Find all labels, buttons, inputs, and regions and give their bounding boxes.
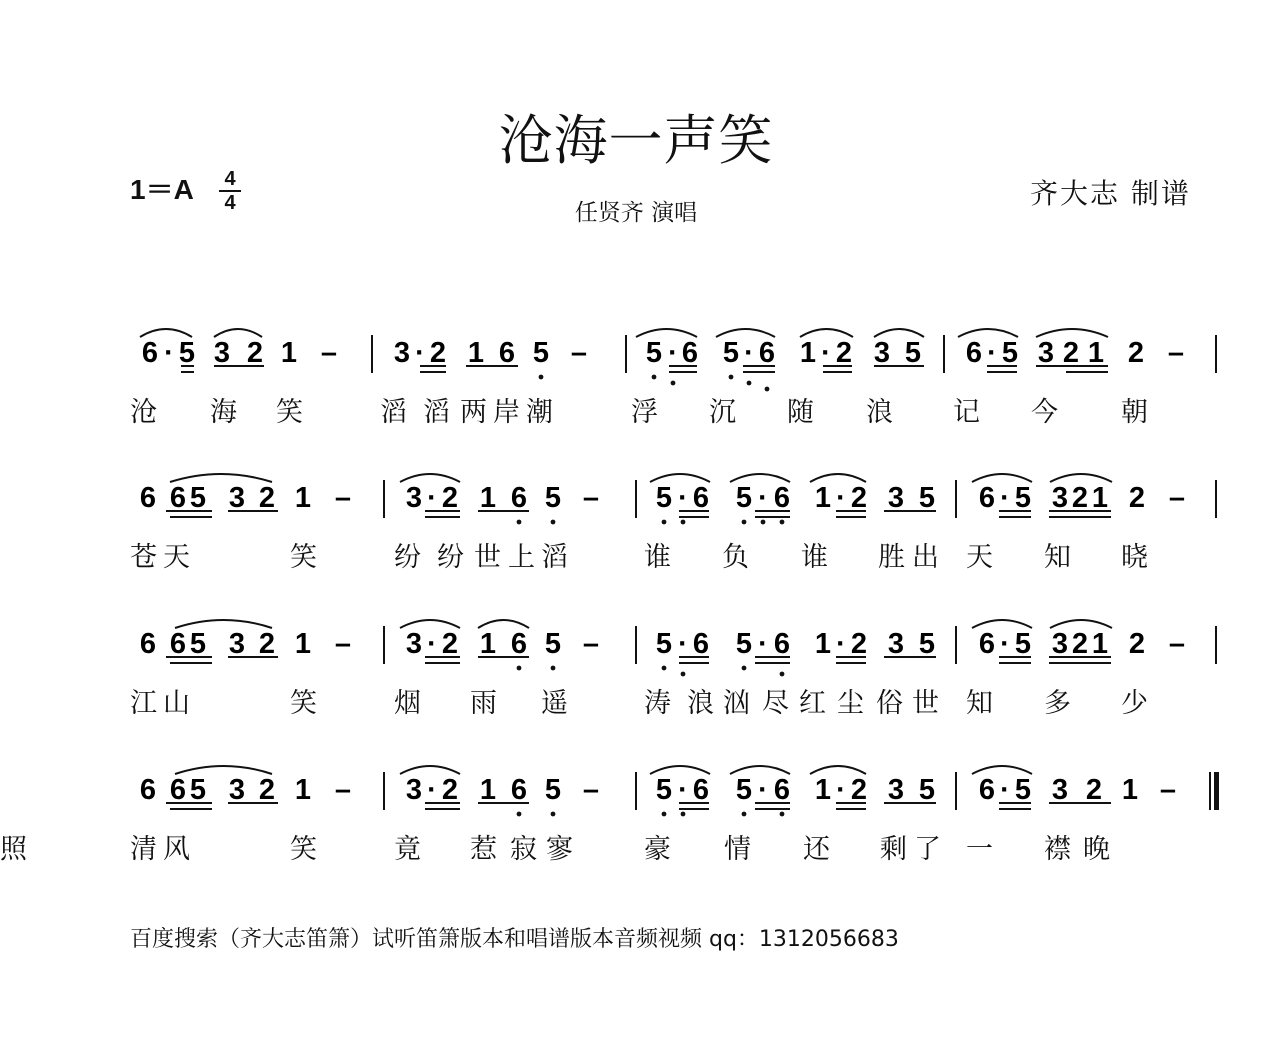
augmentation-dot: · [1000, 482, 1010, 514]
note: 1 [1087, 337, 1105, 369]
lyric-char: 尽 [762, 688, 789, 719]
note: 3 [873, 337, 891, 369]
note: 1 [1091, 482, 1109, 514]
low-octave-dot [765, 387, 770, 392]
note: 3 [1051, 482, 1069, 514]
lyric-char: 知 [1044, 542, 1071, 573]
note: 6 [758, 337, 776, 369]
note: 5 [544, 628, 562, 660]
lyric-char: 汹 [723, 688, 750, 719]
dash-extension: – [1159, 774, 1177, 806]
note: 2 [1128, 628, 1146, 660]
low-octave-dot [761, 520, 766, 525]
note: 5 [1014, 628, 1032, 660]
low-octave-dot [780, 672, 785, 677]
augmentation-dot: · [678, 774, 688, 806]
lyric-char: 滔 [380, 397, 407, 428]
note: 1 [1121, 774, 1139, 806]
lyric-char: 笑 [290, 688, 317, 719]
slur [478, 620, 529, 628]
slur [972, 766, 1032, 774]
augmentation-dot: · [678, 482, 688, 514]
dash-extension: – [582, 774, 600, 806]
note: 2 [850, 482, 868, 514]
lyric-char: 纷 [394, 542, 421, 573]
augmentation-dot: · [668, 337, 678, 369]
note: 2 [1127, 337, 1145, 369]
note: 3 [1051, 774, 1069, 806]
dash-extension: – [582, 628, 600, 660]
note: 5 [532, 337, 550, 369]
note: 6 [773, 628, 791, 660]
lyric-char: 涛 [644, 688, 671, 719]
note: 3 [213, 337, 231, 369]
augmentation-dot: · [415, 337, 425, 369]
slur [972, 620, 1032, 628]
score-line [0, 480, 1272, 610]
note: 2 [850, 628, 868, 660]
note: 1 [479, 628, 497, 660]
note: 6 [978, 774, 996, 806]
note: 2 [258, 628, 276, 660]
note: 1 [467, 337, 485, 369]
lyric-char: 晚 [1083, 834, 1110, 865]
dash-extension: – [334, 628, 352, 660]
slur [810, 474, 866, 482]
slur [800, 329, 853, 337]
slur [730, 474, 790, 482]
low-octave-dot [551, 666, 556, 671]
augmentation-dot: · [427, 628, 437, 660]
low-octave-dot [742, 812, 747, 817]
lyric-char: 苍 [130, 542, 157, 573]
lyric-char: 豪 [644, 834, 671, 865]
note: 1 [280, 337, 298, 369]
note: 5 [189, 482, 207, 514]
note: 5 [735, 482, 753, 514]
arranger-credit: 齐大志 制谱 [1030, 177, 1191, 210]
note: 5 [655, 628, 673, 660]
note: 6 [692, 628, 710, 660]
augmentation-dot: · [987, 337, 997, 369]
note: 5 [735, 628, 753, 660]
note: 6 [169, 482, 187, 514]
note: 5 [918, 482, 936, 514]
low-octave-dot [747, 381, 752, 386]
lyric-char: 俗 [876, 688, 903, 719]
augmentation-dot: · [164, 337, 174, 369]
dash-extension: – [582, 482, 600, 514]
low-octave-dot [671, 381, 676, 386]
dash-extension: – [1167, 337, 1185, 369]
note: 6 [510, 774, 528, 806]
lyric-char: 沧 [130, 397, 157, 428]
score-line [0, 772, 1272, 902]
note: 5 [735, 774, 753, 806]
slur [1050, 474, 1112, 482]
note: 5 [189, 628, 207, 660]
lyric-char: 负 [722, 542, 749, 573]
note: 5 [918, 628, 936, 660]
low-octave-dot [681, 812, 686, 817]
lyric-char: 海 [210, 397, 237, 428]
note: 5 [655, 774, 673, 806]
note: 2 [850, 774, 868, 806]
slur [636, 329, 697, 337]
time-signature-denominator: 4 [224, 192, 236, 214]
note: 2 [441, 482, 459, 514]
note: 6 [978, 482, 996, 514]
note: 5 [544, 482, 562, 514]
slur [140, 329, 192, 337]
note: 3 [405, 628, 423, 660]
lyric-char: 还 [803, 834, 830, 865]
slur [170, 474, 272, 482]
dash-extension: – [1168, 482, 1186, 514]
note: 3 [228, 628, 246, 660]
augmentation-dot: · [836, 774, 846, 806]
score-line [0, 335, 1272, 465]
note: 6 [139, 482, 157, 514]
lyric-char: 纷 [437, 542, 464, 573]
augmentation-dot: · [836, 482, 846, 514]
note: 2 [1071, 482, 1089, 514]
key-signature: 1＝A [130, 174, 194, 205]
augmentation-dot: · [758, 774, 768, 806]
lyric-char: 潮 [526, 397, 553, 428]
lyric-char: 寂 [510, 834, 537, 865]
note: 2 [429, 337, 447, 369]
note: 1 [814, 482, 832, 514]
dash-extension: – [320, 337, 338, 369]
low-octave-dot [742, 666, 747, 671]
note: 2 [441, 628, 459, 660]
low-octave-dot [551, 812, 556, 817]
augmentation-dot: · [821, 337, 831, 369]
lyric-char: 风 [163, 834, 190, 865]
note: 6 [510, 482, 528, 514]
note: 6 [965, 337, 983, 369]
augmentation-dot: · [758, 628, 768, 660]
note: 6 [510, 628, 528, 660]
augmentation-dot: · [1000, 628, 1010, 660]
note: 5 [645, 337, 663, 369]
note: 6 [692, 774, 710, 806]
singer-credit: 任贤齐 演唱 [574, 200, 698, 226]
notation-line-svg [0, 626, 1272, 686]
low-octave-dot [652, 375, 657, 380]
note: 6 [141, 337, 159, 369]
lyric-char: 胜 [878, 542, 905, 573]
lyric-char: 随 [787, 397, 814, 428]
note: 6 [139, 774, 157, 806]
slur [400, 620, 460, 628]
lyric-char: 少 [1121, 688, 1148, 719]
note: 1 [479, 482, 497, 514]
dash-extension: – [570, 337, 588, 369]
low-octave-dot [662, 666, 667, 671]
note: 2 [835, 337, 853, 369]
slur [810, 766, 866, 774]
lyric-char: 尘 [837, 688, 864, 719]
dash-extension: – [1168, 628, 1186, 660]
note: 3 [228, 774, 246, 806]
augmentation-dot: · [678, 628, 688, 660]
slur [716, 329, 775, 337]
lyric-char: 浪 [687, 688, 714, 719]
low-octave-dot [681, 672, 686, 677]
lyric-char: 世 [912, 688, 939, 719]
note: 3 [887, 628, 905, 660]
lyric-char: 多 [1044, 688, 1071, 719]
lyric-char: 红 [799, 688, 826, 719]
low-octave-dot [729, 375, 734, 380]
lyric-char: 惹 [470, 834, 497, 865]
note: 5 [918, 774, 936, 806]
note: 3 [405, 482, 423, 514]
note: 2 [1085, 774, 1103, 806]
lyric-char: 谁 [801, 542, 828, 573]
augmentation-dot: · [744, 337, 754, 369]
note: 6 [681, 337, 699, 369]
notation-line-svg [0, 480, 1272, 540]
lyric-char: 两 [460, 397, 487, 428]
low-octave-dot [517, 666, 522, 671]
slur [972, 474, 1032, 482]
note: 1 [294, 628, 312, 660]
lyric-char: 一 [966, 834, 993, 865]
low-octave-dot [539, 375, 544, 380]
note: 3 [887, 482, 905, 514]
lyric-char: 今 [1031, 397, 1058, 428]
lyric-char: 世 [474, 542, 501, 573]
lyric-char: 清 [130, 834, 157, 865]
note: 1 [799, 337, 817, 369]
lyric-char: 情 [724, 834, 751, 865]
note: 2 [1062, 337, 1080, 369]
note: 5 [189, 774, 207, 806]
lyric-char: 记 [953, 397, 980, 428]
note: 5 [1014, 774, 1032, 806]
slur [650, 766, 710, 774]
slur [400, 766, 460, 774]
low-octave-dot [517, 520, 522, 525]
note: 5 [655, 482, 673, 514]
lyric-char: 照 [0, 834, 27, 865]
low-octave-dot [780, 520, 785, 525]
lyric-char: 滔 [541, 542, 568, 573]
augmentation-dot: · [758, 482, 768, 514]
note: 5 [904, 337, 922, 369]
time-signature-numerator: 4 [224, 168, 236, 190]
note: 2 [258, 482, 276, 514]
lyric-char: 晓 [1121, 542, 1148, 573]
note: 5 [178, 337, 196, 369]
note: 1 [1091, 628, 1109, 660]
note: 1 [814, 774, 832, 806]
note: 3 [393, 337, 411, 369]
lyric-char: 山 [163, 688, 190, 719]
notation-line-svg [0, 772, 1272, 832]
lyric-char: 滔 [423, 397, 450, 428]
lyric-char: 谁 [644, 542, 671, 573]
note: 2 [441, 774, 459, 806]
slur [1050, 620, 1112, 628]
note: 5 [544, 774, 562, 806]
score-title: 沧海一声笑 [498, 109, 774, 172]
note: 5 [1014, 482, 1032, 514]
note: 6 [773, 774, 791, 806]
slur [650, 474, 710, 482]
lyric-char: 岸 [493, 397, 520, 428]
note: 6 [773, 482, 791, 514]
lyric-char: 知 [966, 688, 993, 719]
note: 2 [246, 337, 264, 369]
slur [400, 474, 460, 482]
lyric-char: 雨 [470, 688, 497, 719]
note: 2 [1128, 482, 1146, 514]
lyric-char: 笑 [290, 542, 317, 573]
note: 1 [479, 774, 497, 806]
lyric-char: 笑 [290, 834, 317, 865]
note: 2 [1071, 628, 1089, 660]
note: 1 [814, 628, 832, 660]
score-line [0, 626, 1272, 756]
low-octave-dot [662, 812, 667, 817]
augmentation-dot: · [836, 628, 846, 660]
lyric-char: 了 [914, 834, 941, 865]
slur [958, 329, 1018, 337]
lyric-char: 朝 [1121, 397, 1148, 428]
lyric-char: 天 [163, 542, 190, 573]
note: 6 [169, 628, 187, 660]
footer-note: 百度搜索（齐大志笛箫）试听笛箫版本和唱谱版本音频视频 qq：1312056683 [130, 927, 899, 952]
slur [730, 766, 790, 774]
lyric-char: 竟 [394, 834, 421, 865]
note: 3 [887, 774, 905, 806]
slur [175, 620, 272, 628]
lyric-char: 江 [130, 688, 157, 719]
note: 3 [228, 482, 246, 514]
slur [1036, 329, 1108, 337]
note: 6 [692, 482, 710, 514]
note: 3 [1051, 628, 1069, 660]
low-octave-dot [517, 812, 522, 817]
lyric-char: 襟 [1044, 834, 1071, 865]
augmentation-dot: · [1000, 774, 1010, 806]
note: 6 [169, 774, 187, 806]
low-octave-dot [551, 520, 556, 525]
augmentation-dot: · [427, 774, 437, 806]
lyric-char: 天 [966, 542, 993, 573]
lyric-char: 出 [912, 542, 939, 573]
slur [175, 766, 272, 774]
note: 3 [1037, 337, 1055, 369]
notation-line-svg [0, 335, 1272, 395]
note: 5 [722, 337, 740, 369]
note: 6 [139, 628, 157, 660]
note: 1 [294, 774, 312, 806]
lyric-char: 上 [508, 542, 535, 573]
lyric-char: 浮 [631, 397, 658, 428]
note: 6 [978, 628, 996, 660]
note: 6 [498, 337, 516, 369]
slur [874, 329, 924, 337]
lyric-char: 笑 [276, 397, 303, 428]
note: 1 [294, 482, 312, 514]
lyric-char: 浪 [866, 397, 893, 428]
final-bar-thick [1214, 772, 1219, 810]
low-octave-dot [662, 520, 667, 525]
lyric-char: 遥 [541, 688, 568, 719]
dash-extension: – [334, 482, 352, 514]
low-octave-dot [780, 812, 785, 817]
dash-extension: – [334, 774, 352, 806]
low-octave-dot [742, 520, 747, 525]
note: 5 [1001, 337, 1019, 369]
lyric-char: 寥 [546, 834, 573, 865]
lyric-char: 剩 [880, 834, 907, 865]
slur [214, 329, 262, 337]
augmentation-dot: · [427, 482, 437, 514]
low-octave-dot [681, 520, 686, 525]
lyric-char: 烟 [394, 688, 421, 719]
note: 3 [405, 774, 423, 806]
note: 2 [258, 774, 276, 806]
lyric-char: 沉 [709, 397, 736, 428]
